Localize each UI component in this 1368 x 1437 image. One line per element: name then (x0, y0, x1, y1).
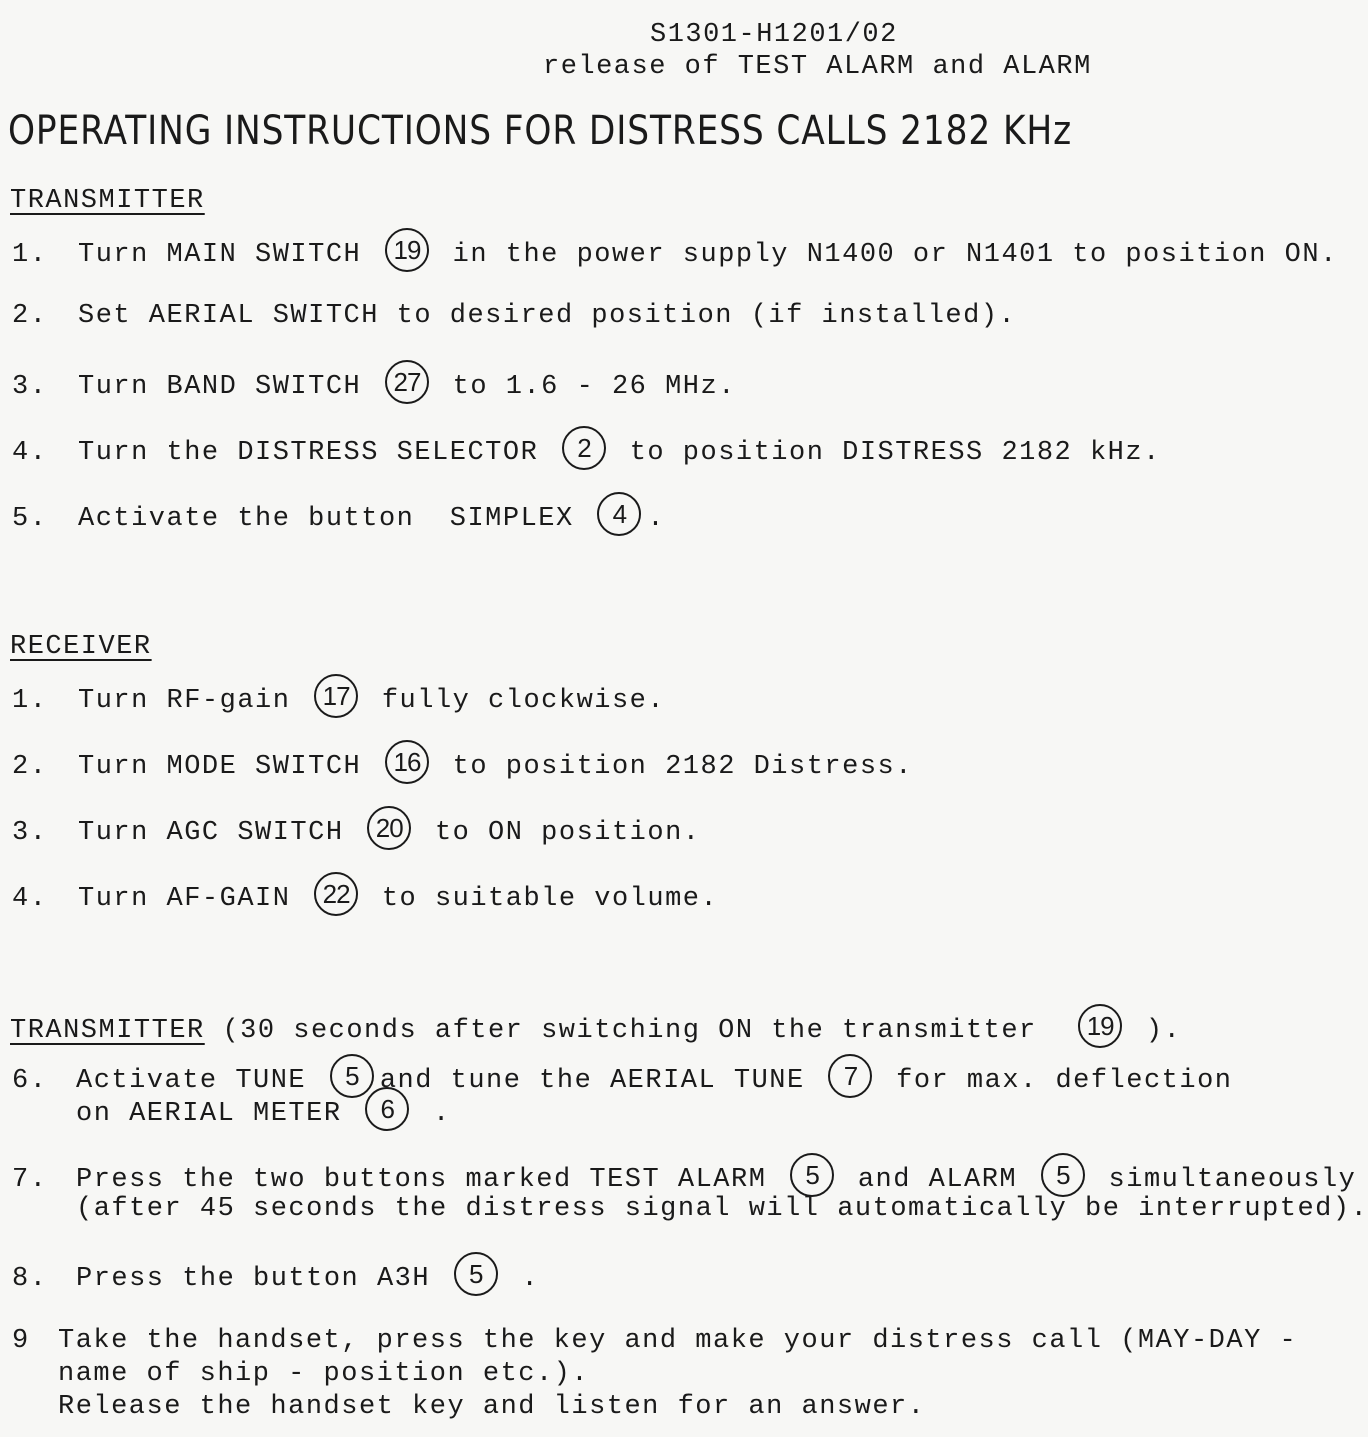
control-number-badge: 20 (367, 806, 411, 850)
step-text: Set AERIAL SWITCH to desired position (if installed). (78, 301, 1017, 331)
step-text: Press the button A3H (76, 1264, 431, 1295)
step-text: Take the handset, press the key and make your distress call (MAY-DAY - (58, 1326, 1298, 1356)
step-text: Turn MAIN SWITCH (78, 240, 362, 271)
step-number: 6. (12, 1066, 48, 1097)
receiver-step-4 (12, 880, 718, 916)
control-number-badge: 5 (454, 1252, 498, 1296)
transmitter-step-6-line-2 (76, 1095, 451, 1131)
transmitter-step-9-line-3: Release the handset key and listen for an answer. (58, 1392, 926, 1422)
step-number: 2. (12, 752, 48, 783)
step-text: Activate TUNE (76, 1066, 307, 1097)
step-text: on AERIAL METER (76, 1099, 342, 1130)
release-note: release of TEST ALARM and ALARM (543, 52, 1092, 82)
step-text: Turn AF-GAIN (78, 884, 291, 915)
step-number: 1. (12, 686, 48, 717)
transmitter-2-heading: TRANSMITTER (10, 1016, 205, 1047)
step-text: in the power supply N1400 or N1401 to position ON. (452, 240, 1338, 271)
step-text: to position 2182 Distress. (452, 752, 913, 783)
control-number-badge: 5 (790, 1153, 834, 1197)
transmitter-step-9-line-2: name of ship - position etc.). (58, 1359, 590, 1389)
step-text: Turn MODE SWITCH (78, 752, 362, 783)
step-text: . (647, 504, 666, 535)
step-text: . (521, 1264, 540, 1295)
transmitter-step-3 (12, 368, 736, 404)
step-number: 2. (12, 301, 48, 331)
heading-note: (30 seconds after switching ON the transmitter (222, 1016, 1037, 1047)
receiver-step-1 (12, 682, 665, 718)
control-number-badge: 22 (314, 872, 358, 916)
step-number: 3. (12, 818, 48, 849)
step-text: Turn the DISTRESS SELECTOR (78, 438, 539, 469)
receiver-step-3 (12, 814, 701, 850)
control-number-badge: 19 (1078, 1004, 1122, 1048)
step-number: 1. (12, 240, 48, 271)
step-text: Turn BAND SWITCH (78, 372, 362, 403)
transmitter-step-7 (12, 1161, 1356, 1197)
control-number-badge: 2 (562, 426, 606, 470)
transmitter-step-9 (12, 1326, 1297, 1356)
heading-note: ). (1145, 1016, 1182, 1047)
step-text: . (432, 1099, 451, 1130)
step-number: 9 (12, 1326, 30, 1356)
transmitter-step-8 (12, 1260, 539, 1296)
transmitter-step-2 (12, 301, 1016, 331)
step-text: Activate the button SIMPLEX (78, 504, 574, 535)
transmitter-step-4 (12, 434, 1161, 470)
transmitter-step-5 (12, 500, 665, 536)
control-number-badge: 5 (330, 1054, 374, 1098)
document-reference: S1301-H1201/02 (650, 20, 898, 50)
step-text: Turn AGC SWITCH (78, 818, 344, 849)
step-text: to 1.6 - 26 MHz. (452, 372, 736, 403)
step-text: Turn RF-gain (78, 686, 291, 717)
control-number-badge: 5 (1041, 1153, 1085, 1197)
receiver-heading: RECEIVER (10, 632, 152, 662)
step-text: and tune the AERIAL TUNE (379, 1066, 805, 1097)
control-number-badge: 7 (828, 1054, 872, 1098)
step-number: 8. (12, 1264, 48, 1295)
control-number-badge: 17 (314, 674, 358, 718)
control-number-badge: 16 (385, 740, 429, 784)
page-title: OPERATING INSTRUCTIONS FOR DISTRESS CALLS 2182 KHz (8, 108, 1073, 154)
step-text: fully clockwise. (381, 686, 666, 717)
transmitter-step-6 (12, 1062, 1232, 1098)
step-text: to suitable volume. (381, 884, 719, 915)
step-number: 3. (12, 372, 48, 403)
transmitter-2-heading-row (10, 1012, 1181, 1048)
control-number-badge: 27 (385, 360, 429, 404)
transmitter-heading: TRANSMITTER (10, 186, 205, 216)
step-text: and ALARM (857, 1165, 1018, 1196)
step-text: Press the two buttons marked TEST ALARM (76, 1165, 767, 1196)
control-number-badge: 6 (365, 1087, 409, 1131)
transmitter-step-7-line-2: (after 45 seconds the distress signal will automatically be interrupted). (76, 1194, 1368, 1224)
receiver-step-2 (12, 748, 913, 784)
step-text: for max. deflection (896, 1066, 1233, 1097)
step-text: simultaneously (1108, 1165, 1357, 1196)
step-number: 4. (12, 438, 48, 469)
step-text: to position DISTRESS 2182 kHz. (629, 438, 1161, 469)
control-number-badge: 4 (597, 492, 641, 536)
step-text: to ON position. (434, 818, 701, 849)
step-number: 5. (12, 504, 48, 535)
transmitter-step-1 (12, 236, 1338, 272)
step-number: 4. (12, 884, 48, 915)
step-number: 7. (12, 1165, 48, 1196)
control-number-badge: 19 (385, 228, 429, 272)
